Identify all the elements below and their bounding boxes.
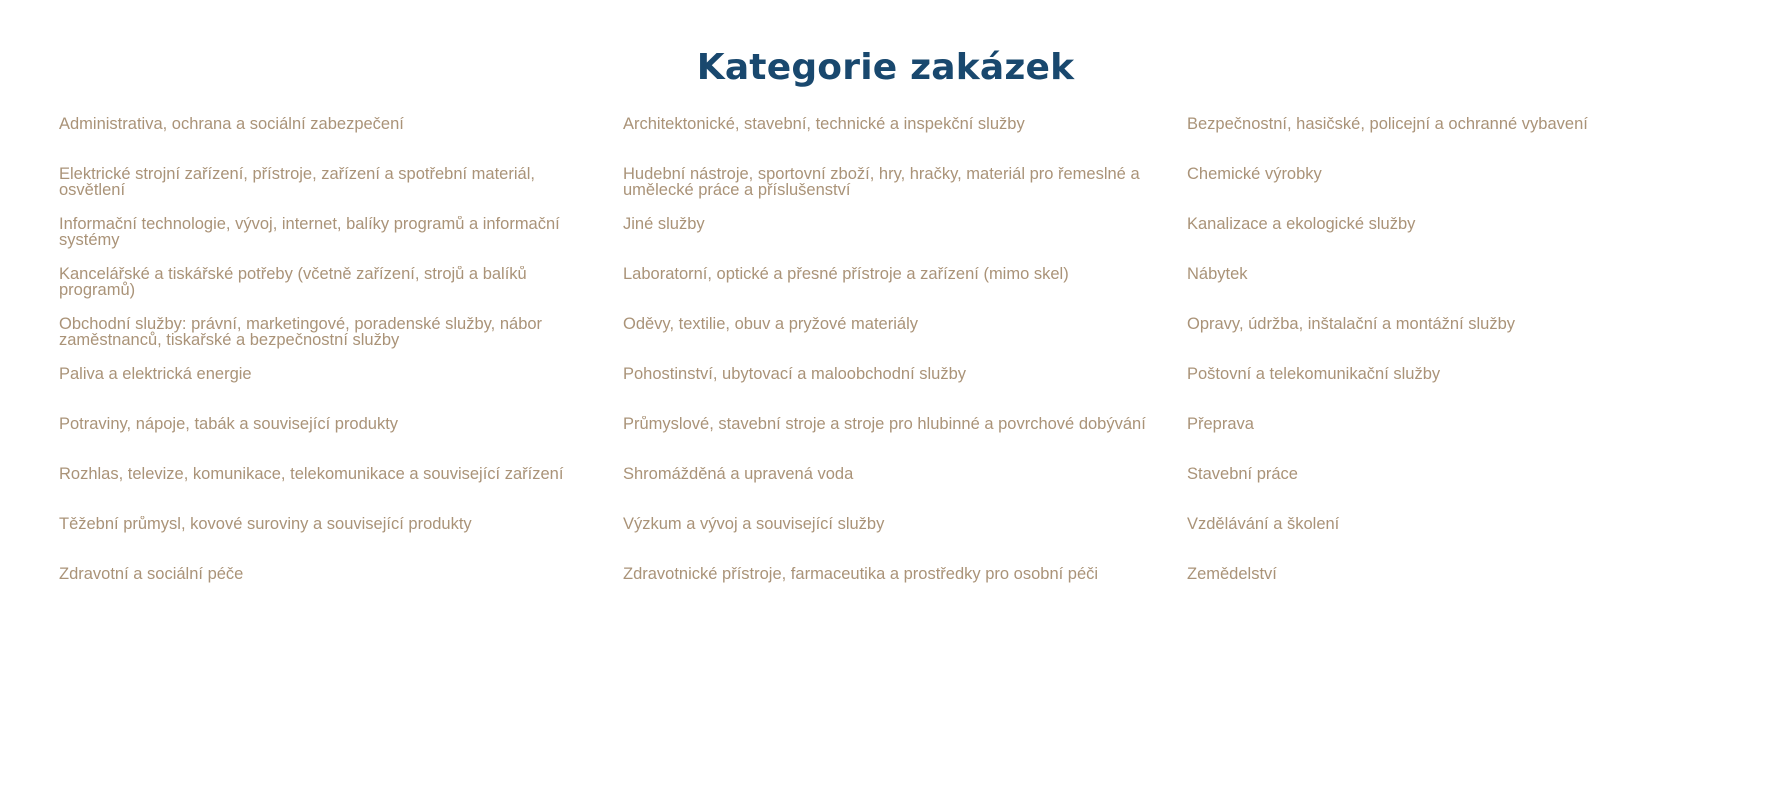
category-link[interactable]: Výzkum a vývoj a související služby: [623, 516, 885, 533]
category-link[interactable]: Stavební práce: [1187, 466, 1298, 483]
category-link[interactable]: Bezpečnostní, hasičské, policejní a ochranné vybavení: [1187, 116, 1588, 133]
category-link[interactable]: Jiné služby: [623, 216, 705, 233]
category-link[interactable]: Zdravotní a sociální péče: [59, 566, 244, 583]
category-link[interactable]: Těžební průmysl, kovové suroviny a související produkty: [59, 516, 472, 533]
category-grid: [59, 116, 1739, 616]
category-link[interactable]: Průmyslové, stavební stroje a stroje pro hlubinné a povrchové dobývání: [623, 416, 1146, 433]
category-link[interactable]: Informační technologie, vývoj, internet, balíky programů a informační systémy: [59, 216, 560, 249]
category-link[interactable]: Pohostinství, ubytovací a maloobchodní služby: [623, 366, 967, 383]
category-link[interactable]: Shromážděná a upravená voda: [623, 466, 854, 483]
category-link[interactable]: Nábytek: [1187, 266, 1248, 283]
category-link[interactable]: Kanalizace a ekologické služby: [1187, 216, 1416, 233]
category-link[interactable]: Opravy, údržba, inštalační a montážní služby: [1187, 316, 1516, 333]
category-link[interactable]: Vzdělávání a školení: [1187, 516, 1340, 533]
category-link[interactable]: Paliva a elektrická energie: [59, 366, 252, 383]
category-link[interactable]: Poštovní a telekomunikační služby: [1187, 366, 1441, 383]
category-link[interactable]: Kancelářské a tiskářské potřeby (včetně zařízení, strojů a balíků programů): [59, 266, 527, 299]
category-link[interactable]: Administrativa, ochrana a sociální zabezpečení: [59, 116, 404, 133]
category-link[interactable]: Laboratorní, optické a přesné přístroje a zařízení (mimo skel): [623, 266, 1069, 283]
category-link[interactable]: Obchodní služby: právní, marketingové, poradenské služby, nábor zaměstnanců, tiskařské a bezpečnostní služby: [59, 316, 543, 349]
category-link[interactable]: Hudební nástroje, sportovní zboží, hry, hračky, materiál pro řemeslné a umělecké práce a příslušenství: [623, 166, 1140, 199]
category-link[interactable]: Zemědelství: [1187, 566, 1277, 583]
category-link[interactable]: Oděvy, textilie, obuv a pryžové materiály: [623, 316, 918, 333]
category-link[interactable]: Chemické výrobky: [1187, 166, 1322, 183]
category-link[interactable]: Architektonické, stavební, technické a inspekční služby: [623, 116, 1025, 133]
category-link[interactable]: Rozhlas, televize, komunikace, telekomunikace a související zařízení: [59, 466, 564, 483]
category-link[interactable]: Potraviny, nápoje, tabák a související produkty: [59, 416, 399, 433]
category-link[interactable]: Zdravotnické přístroje, farmaceutika a prostředky pro osobní péči: [623, 566, 1099, 583]
page-title: Kategorie zakázek: [696, 47, 1075, 88]
category-link[interactable]: Elektrické strojní zařízení, přístroje, zařízení a spotřební materiál, osvětlení: [59, 166, 535, 199]
category-link[interactable]: Přeprava: [1187, 416, 1254, 433]
